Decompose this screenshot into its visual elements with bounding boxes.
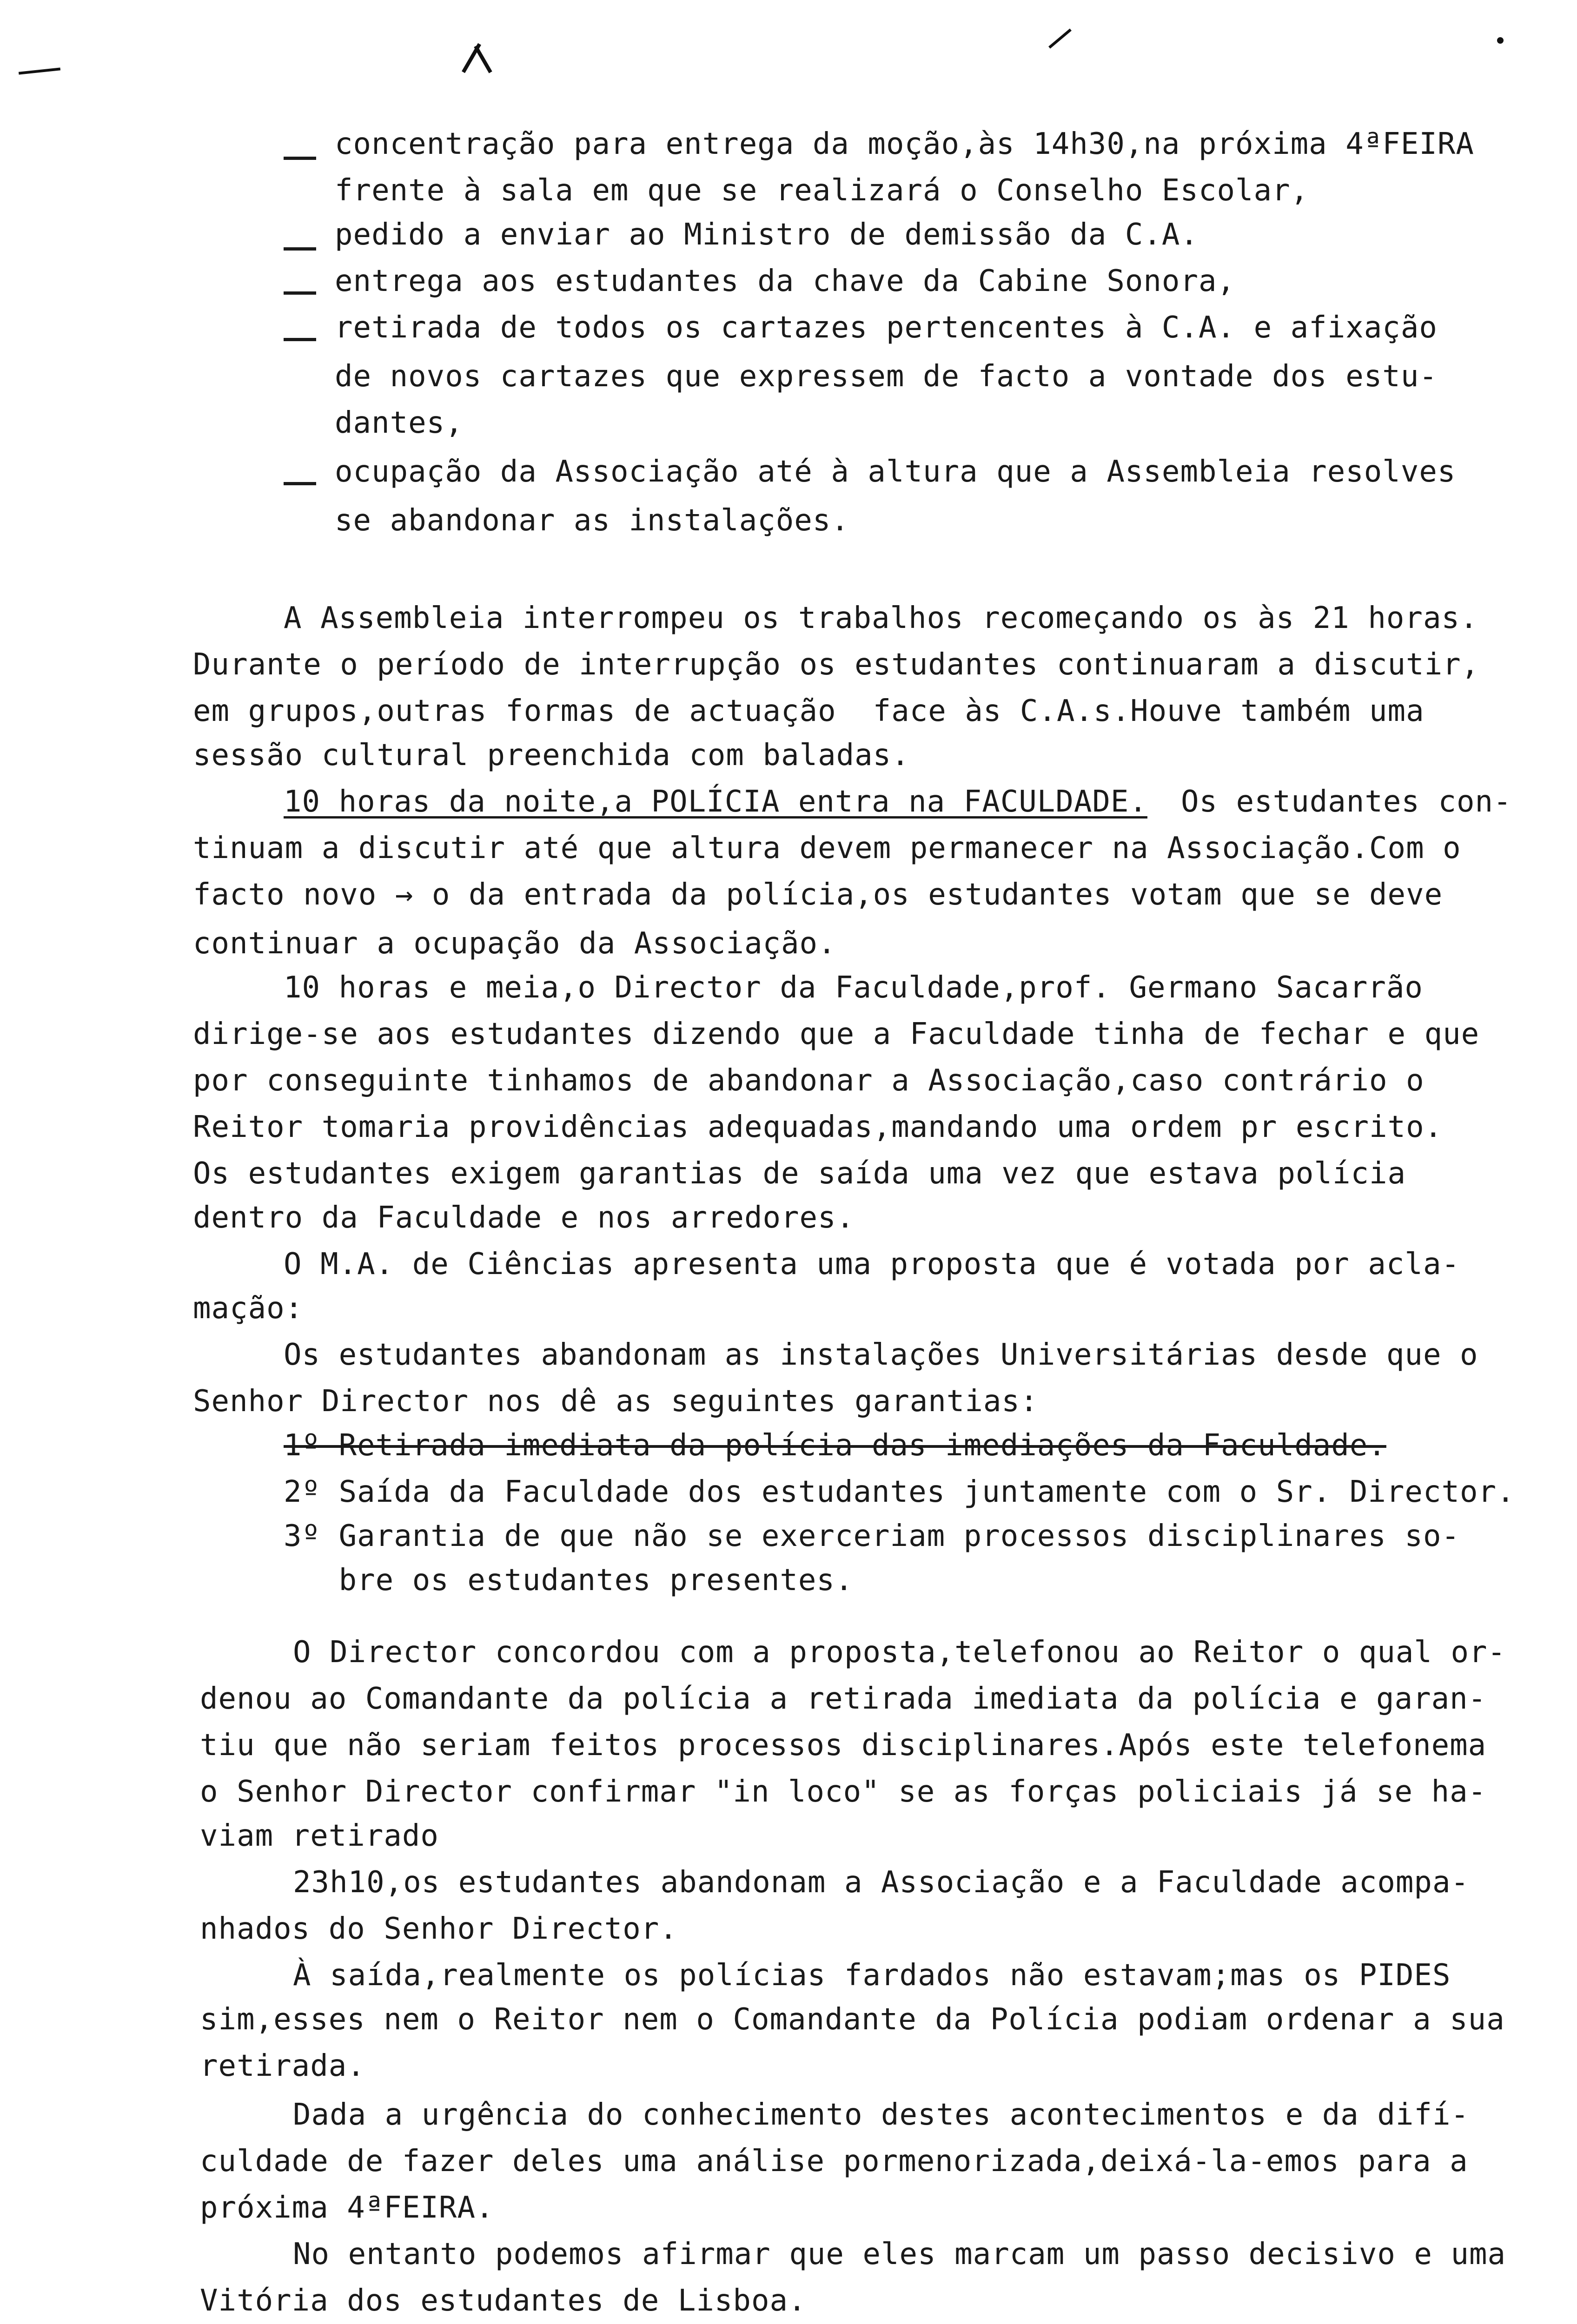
- paragraph-line: A Assembleia interrompeu os trabalhos recomeçando os às 21 horas.: [284, 601, 1478, 635]
- list-item: entrega aos estudantes da chave da Cabine Sonora,: [335, 264, 1236, 298]
- list-item: pedido a enviar ao Ministro de demissão da C.A.: [335, 218, 1199, 252]
- scan-mark: [19, 67, 60, 74]
- paragraph-line: próxima 4ªFEIRA.: [200, 2191, 494, 2225]
- guarantee-text: 1º Retirada imediata da polícia das imediações da Faculdade.: [284, 1428, 1386, 1463]
- paragraph-line: Os estudantes exigem garantias de saída uma vez que estava polícia: [193, 1156, 1406, 1191]
- scan-mark: [1497, 37, 1504, 44]
- police-enters-underlined: 10 horas da noite,a POLÍCIA entra na FACULDADE.: [284, 785, 1147, 819]
- paragraph-line: tinuam a discutir até que altura devem permanecer na Associação.Com o: [193, 831, 1461, 865]
- list-dash: [284, 291, 316, 295]
- paragraph-line: Reitor tomaria providências adequadas,mandando uma ordem pr escrito.: [193, 1110, 1443, 1144]
- list-item: retirada de todos os cartazes pertencentes à C.A. e afixação: [335, 310, 1438, 345]
- guarantee-item: 2º Saída da Faculdade dos estudantes juntamente com o Sr. Director.: [284, 1475, 1515, 1509]
- paragraph-line: mação:: [193, 1291, 304, 1326]
- paragraph-line: culdade de fazer deles uma análise pormenorizada,deixá-la-emos para a: [200, 2144, 1468, 2179]
- paragraph-line: Durante o período de interrupção os estudantes continuaram a discutir,: [193, 647, 1480, 682]
- guarantee-item: bre os estudantes presentes.: [284, 1563, 854, 1598]
- paragraph-line: 23h10,os estudantes abandonam a Associação e a Faculdade acompa-: [293, 1865, 1469, 1900]
- guarantee-item: [284, 1425, 1386, 1466]
- paragraph-line: retirada.: [200, 2049, 365, 2083]
- guarantee-item: 3º Garantia de que não se exerceriam processos disciplinares so-: [284, 1519, 1460, 1553]
- paragraph-line: denou ao Comandante da polícia a retirada imediata da polícia e garan-: [200, 1682, 1487, 1716]
- paragraph-line: em grupos,outras formas de actuação face às C.A.s.Houve também uma: [193, 694, 1425, 728]
- paragraph-line: por conseguinte tinhamos de abandonar a Associação,caso contrário o: [193, 1063, 1425, 1098]
- list-item: frente à sala em que se realizará o Conselho Escolar,: [335, 173, 1309, 208]
- scan-mark: [1048, 28, 1072, 48]
- paragraph-line: tiu que não seriam feitos processos disciplinares.Após este telefonema: [200, 1728, 1487, 1763]
- list-item: dantes,: [335, 406, 464, 440]
- list-dash: [284, 247, 316, 251]
- paragraph-line: O Director concordou com a proposta,telefonou ao Reitor o qual or-: [293, 1635, 1506, 1670]
- list-item: de novos cartazes que expressem de facto a vontade dos estu-: [335, 359, 1438, 394]
- list-dash: [284, 338, 316, 341]
- paragraph-line: O M.A. de Ciências apresenta uma proposta que é votada por acla-: [284, 1247, 1460, 1281]
- paragraph-line: 10 horas e meia,o Director da Faculdade,prof. Germano Sacarrão: [284, 971, 1423, 1005]
- paragraph-line: Senhor Director nos dê as seguintes garantias:: [193, 1384, 1039, 1419]
- paragraph-line: dentro da Faculdade e nos arredores.: [193, 1201, 855, 1235]
- paragraph-line: sim,esses nem o Reitor nem o Comandante da Polícia podiam ordenar a sua: [200, 2002, 1505, 2037]
- paragraph-line: Os estudantes abandonam as instalações Universitárias desde que o: [284, 1338, 1478, 1372]
- list-dash: [284, 482, 316, 485]
- list-item: se abandonar as instalações.: [335, 503, 849, 538]
- paragraph-line: o Senhor Director confirmar "in loco" se as forças policiais já se ha-: [200, 1775, 1487, 1809]
- paragraph-line: facto novo → o da entrada da polícia,os estudantes votam que se deve: [193, 878, 1443, 912]
- paragraph-line: sessão cultural preenchida com baladas.: [193, 738, 910, 772]
- paragraph-line: nhados do Senhor Director.: [200, 1912, 678, 1946]
- list-dash: [284, 157, 316, 160]
- paragraph-line: Dada a urgência do conhecimento destes acontecimentos e da difí-: [293, 2098, 1469, 2132]
- paragraph-line: No entanto podemos afirmar que eles marcam um passo decisivo e uma: [293, 2237, 1506, 2271]
- paragraph-line: Vitória dos estudantes de Lisboa.: [200, 2284, 807, 2318]
- paragraph-line: continuar a ocupação da Associação.: [193, 926, 836, 961]
- paragraph-line: dirige-se aos estudantes dizendo que a Faculdade tinha de fechar e que: [193, 1017, 1480, 1051]
- list-item: concentração para entrega da moção,às 14h30,na próxima 4ªFEIRA: [335, 127, 1474, 161]
- paragraph-line: Os estudantes con-: [1181, 785, 1512, 819]
- list-item: ocupação da Associação até à altura que a Assembleia resolves: [335, 455, 1456, 489]
- scan-mark: [474, 45, 492, 73]
- paragraph-line: À saída,realmente os polícias fardados não estavam;mas os PIDES: [293, 1958, 1451, 1993]
- paragraph-line: viam retirado: [200, 1819, 439, 1853]
